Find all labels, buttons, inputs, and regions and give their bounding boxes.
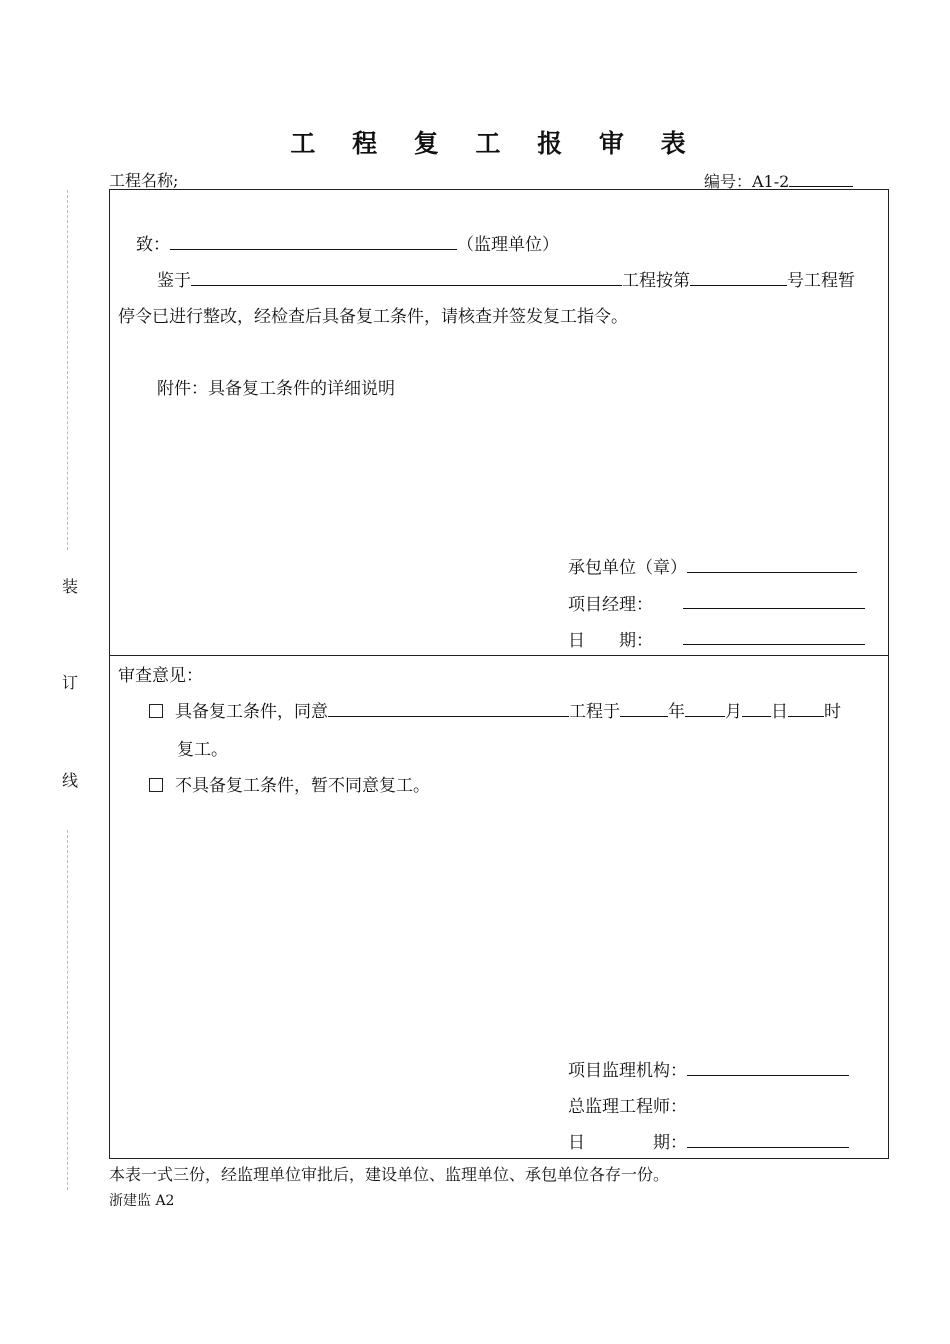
option-approve bbox=[149, 697, 841, 722]
review-section bbox=[109, 655, 889, 1159]
attachment-text: 附件：具备复工条件的详细说明 bbox=[157, 379, 395, 399]
date-blank-1[interactable] bbox=[683, 626, 865, 645]
day-label: 日 bbox=[771, 702, 788, 722]
option-reject bbox=[149, 771, 430, 796]
whereas-mid: 工程按第 bbox=[622, 271, 690, 291]
hour-blank[interactable] bbox=[788, 698, 824, 717]
form-code: 浙建监 A2 bbox=[109, 1193, 175, 1209]
date-blank-2[interactable] bbox=[687, 1129, 849, 1148]
whereas-prefix: 鉴于 bbox=[157, 271, 191, 291]
contractor-blank[interactable] bbox=[687, 554, 857, 573]
chief-engineer-label: 总监理工程师： bbox=[568, 1097, 687, 1117]
contractor-label: 承包单位（章） bbox=[568, 558, 687, 578]
project-blank[interactable] bbox=[191, 267, 622, 286]
hour-label: 时 bbox=[824, 702, 841, 722]
reject-text: 不具备复工条件，暂不同意复工。 bbox=[175, 776, 430, 796]
supervision-unit-blank[interactable] bbox=[170, 231, 457, 250]
approve-mid: 工程于 bbox=[569, 702, 620, 722]
manager-label: 项目经理： bbox=[568, 595, 653, 615]
agency-blank[interactable] bbox=[687, 1057, 849, 1076]
project-name-label: 工程名称; bbox=[109, 171, 179, 190]
agency-label: 项目监理机构： bbox=[568, 1061, 687, 1081]
binding-char-3: 线 bbox=[62, 771, 79, 790]
binding-dashed-line-bottom bbox=[67, 830, 68, 1190]
to-suffix: （监理单位） bbox=[457, 235, 559, 255]
page-title: 工 程 复 工 报 审 表 bbox=[290, 129, 700, 158]
binding-char-1: 装 bbox=[62, 577, 79, 596]
to-line bbox=[136, 230, 559, 255]
number-label: 编号：A1-2 bbox=[704, 172, 790, 191]
approve-project-blank[interactable] bbox=[328, 698, 569, 717]
approve-text: 具备复工条件，同意 bbox=[175, 702, 328, 722]
agency-line bbox=[568, 1056, 849, 1081]
binding-char-2: 订 bbox=[62, 673, 79, 692]
footer-note: 本表一式三份，经监理单位审批后，建设单位、监理单位、承包单位各存一份。 bbox=[109, 1165, 670, 1184]
application-section bbox=[109, 189, 889, 656]
order-number-blank[interactable] bbox=[690, 267, 787, 286]
date-label-2: 日 期： bbox=[568, 1133, 687, 1153]
whereas-line bbox=[157, 266, 855, 291]
approve-continuation: 复工。 bbox=[177, 740, 228, 760]
approve-checkbox[interactable] bbox=[149, 704, 163, 718]
year-label: 年 bbox=[668, 702, 685, 722]
binding-dashed-line-top bbox=[67, 190, 68, 550]
year-blank[interactable] bbox=[620, 698, 668, 717]
date-label-1: 日 期： bbox=[568, 631, 653, 651]
to-label: 致： bbox=[136, 235, 170, 255]
month-label: 月 bbox=[725, 702, 742, 722]
review-heading: 审查意见： bbox=[118, 666, 203, 686]
month-blank[interactable] bbox=[685, 698, 725, 717]
date-line-2 bbox=[568, 1128, 849, 1153]
contractor-line bbox=[568, 553, 857, 578]
reject-checkbox[interactable] bbox=[149, 778, 163, 792]
whereas-end: 号工程暂 bbox=[787, 271, 855, 291]
manager-blank[interactable] bbox=[683, 590, 865, 609]
day-blank[interactable] bbox=[742, 698, 771, 717]
number-blank[interactable] bbox=[789, 168, 853, 187]
rectification-text: 停令已进行整改，经检查后具备复工条件，请核查并签发复工指令。 bbox=[118, 307, 628, 327]
